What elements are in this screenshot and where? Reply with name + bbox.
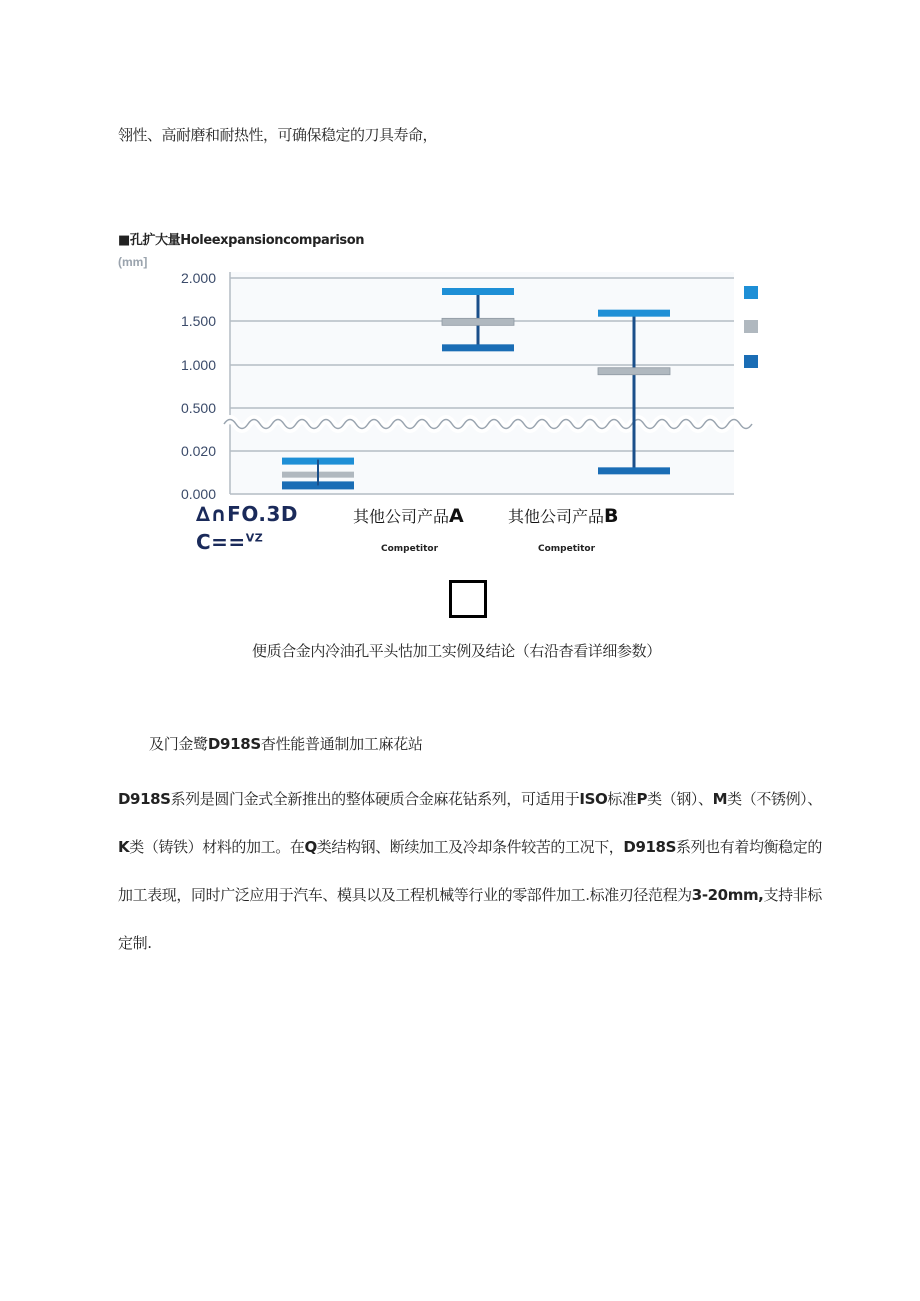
legend-swatch-max <box>744 286 758 299</box>
y-tick-label: 2.000 <box>180 270 216 286</box>
category-a-label: 其他公司产品A <box>353 505 464 527</box>
paragraph-text-5: 类结构钢、断续加工及冷却条件较苦的工况下， <box>316 838 624 856</box>
legend-swatch-min <box>744 355 758 368</box>
paragraph-text-2: 类（钢）、 <box>647 790 713 808</box>
bar-min-1 <box>442 344 514 351</box>
intro-line: 翎性、高耐磨和耐热性，可确保稳定的刀具寿命， <box>118 126 438 144</box>
bar-max-2 <box>598 310 670 317</box>
category-b-sub: Competitor <box>538 544 596 554</box>
paragraph-text-1: 标准 <box>607 790 637 808</box>
paragraph-text-4: 类（铸铁）材料的加工。在 <box>129 838 305 856</box>
bar-mean-2 <box>598 368 670 375</box>
hole-expansion-chart <box>114 252 764 502</box>
y-tick-label: 1.500 <box>180 313 216 329</box>
body-paragraph <box>118 775 823 967</box>
y-tick-label: 0.500 <box>180 400 216 416</box>
y-tick-label: 1.000 <box>180 357 216 373</box>
paragraph-bold-1: ISO <box>579 790 608 808</box>
y-tick-label: 0.000 <box>180 486 216 502</box>
paragraph-bold-6: D918S <box>623 838 676 856</box>
paragraph-text-3: 类（不锈例）、 <box>727 790 822 808</box>
brand-label-line1: ∆∩FO.3D <box>196 502 299 526</box>
placeholder-box-icon <box>449 580 487 618</box>
paragraph-text-0: 系列是圆门金式全新推出的整体硬质合金麻花钻系列，可适用于 <box>170 790 580 808</box>
paragraph-bold-5: Q <box>304 838 317 856</box>
bar-max-1 <box>442 288 514 295</box>
section-heading: 及门金鹭D918S杳性能普通制加工麻花站 <box>149 735 423 753</box>
y-axis-label: (mm] <box>118 255 148 269</box>
figure-caption: 便质合金内冷油孔平头怙加工实例及结论（右沿杳看详细参数） <box>252 642 661 660</box>
paragraph-bold-2: P <box>636 790 648 808</box>
bar-min-2 <box>598 467 670 474</box>
brand-label-line2: C==$^{VZ}$ <box>196 530 264 554</box>
paragraph-bold-7: 3-20mm, <box>691 886 764 904</box>
paragraph-bold-3: M <box>712 790 728 808</box>
category-b-label: 其他公司产品B <box>508 505 619 527</box>
paragraph-bold-0: D918S <box>118 790 171 808</box>
paragraph-text-7: 支持非标定制. <box>118 886 822 952</box>
legend-swatch-mean <box>744 320 758 333</box>
paragraph-text-6: 系列也有着均衡稳定的加工表现，同时广泛应用于汽车、模具以及工程机械等行业的零部件加工.标准刃径范程为 <box>118 838 822 904</box>
paragraph-bold-4: K <box>118 838 130 856</box>
bar-mean-1 <box>442 318 514 325</box>
figure-title: ■孔扩大量Holeexpansioncomparison <box>118 233 365 248</box>
y-tick-label: 0.020 <box>180 443 216 459</box>
category-a-sub: Competitor <box>381 544 439 554</box>
